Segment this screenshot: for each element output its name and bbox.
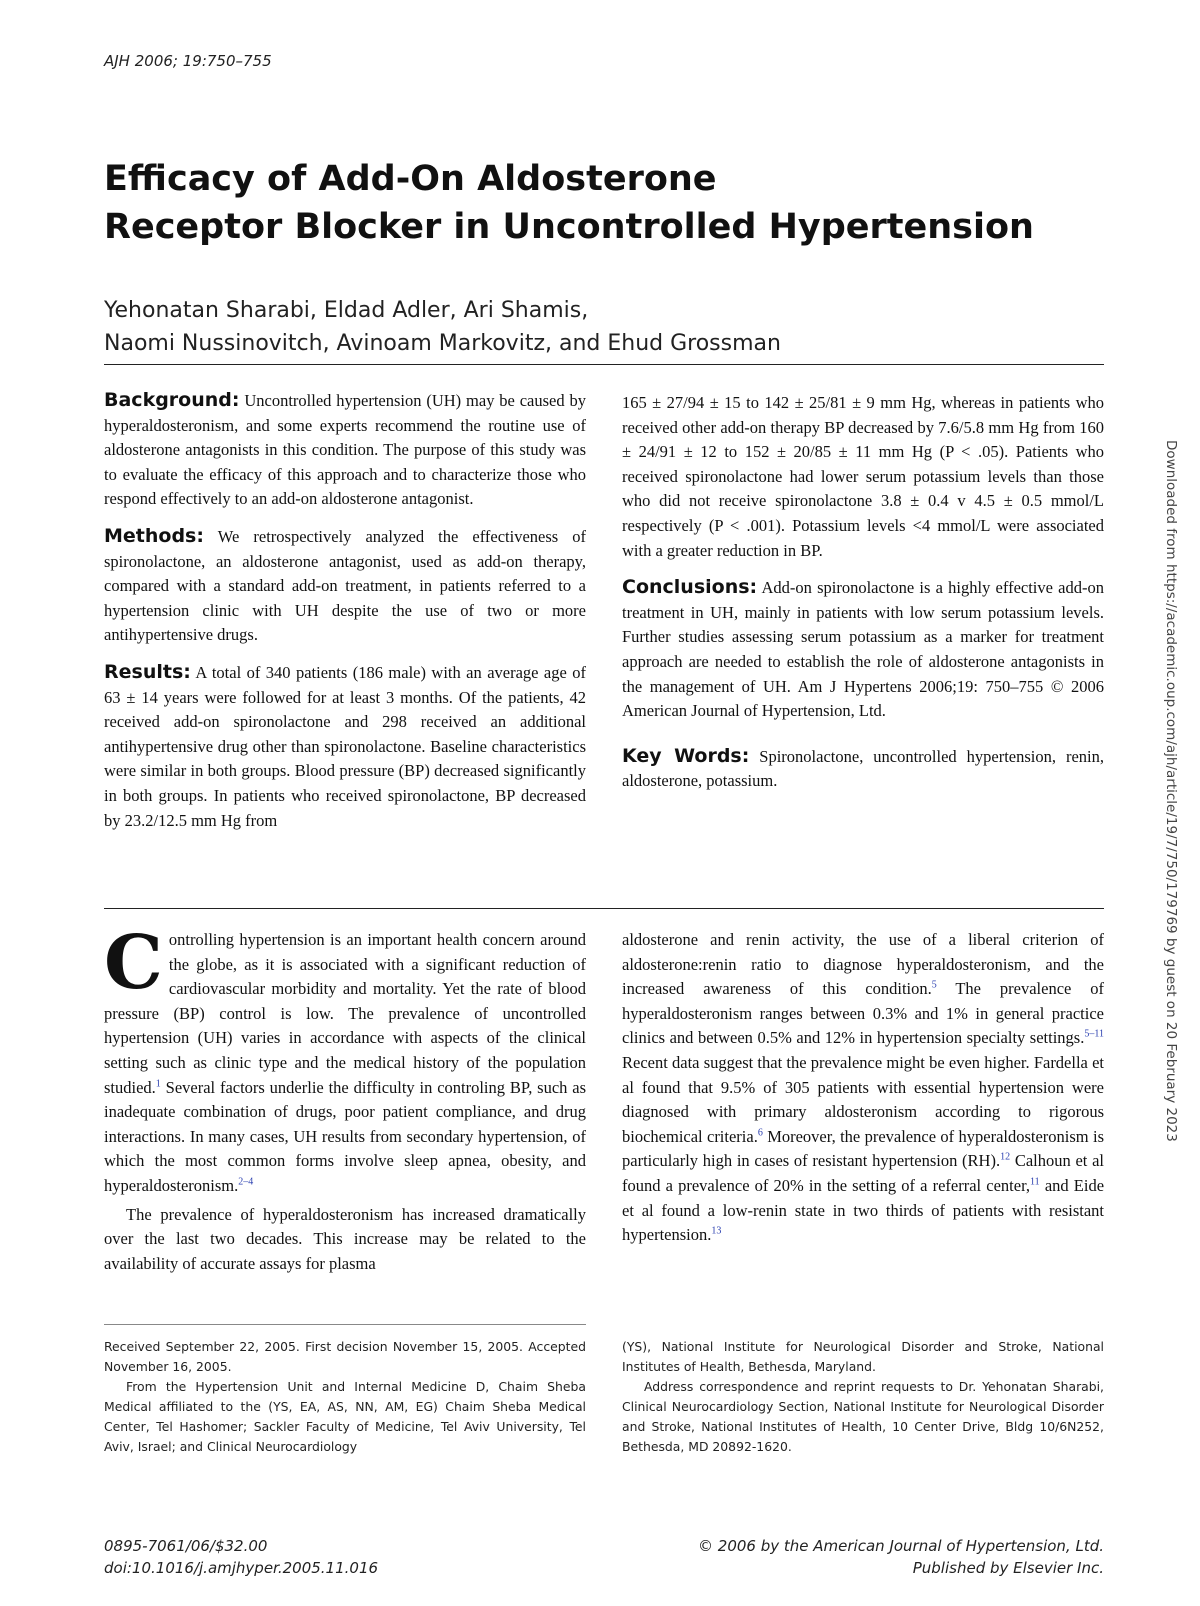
results-label: Results:	[104, 660, 191, 683]
download-watermark: Downloaded from https://academic.oup.com/ajh/article/19/7/750/179769 by guest on 20 February 2023	[1163, 440, 1179, 1142]
body-paragraph-3	[622, 928, 1104, 1248]
abstract-conclusions	[622, 575, 1104, 724]
conclusions-label: Conclusions:	[622, 576, 758, 599]
body-paragraph-1	[104, 920, 587, 1199]
authors-line-2: Naomi Nussinovitch, Avinoam Markovitz, and Ehud Grossman	[104, 331, 781, 356]
reference-link[interactable]: 13	[711, 1225, 722, 1237]
body-text: aldosterone and renin activity, the use of a liberal criterion of aldosterone:renin ratio to diagnose hyperaldosteronism, and the increased awareness of this condition.	[622, 930, 1104, 999]
footnotes-left	[104, 1337, 586, 1457]
body-text: ontrolling hypertension is an important health concern around the globe, as it is associated with a significant reduction of cardiovascular morbidity and mortality. Yet the rate of blood pressure (BP) control is low. The prevalence of uncontrolled hypertension (UH) varies in accordance with aspects of the clinical setting such as clinic type and the medical history of the population studied.	[104, 930, 586, 1097]
abstract-top-rule	[104, 364, 1104, 365]
abstract-bottom-rule	[104, 908, 1104, 909]
reference-link[interactable]: 12	[1000, 1151, 1011, 1163]
journal-citation: AJH 2006; 19:750–755	[104, 52, 272, 70]
background-text: Uncontrolled hypertension (UH) may be caused by hyperaldosteronism, and some experts recommend the routine use of aldosterone antagonists in this condition. The purpose of this study was to evaluate the efficacy of this approach and to characterize those who respond effectively to an add-on aldosterone antagonist.	[104, 391, 586, 509]
reference-link[interactable]: 5	[931, 979, 937, 991]
footer-right	[604, 1535, 1104, 1579]
body-text: and Eide et al found a low-renin state in two thirds of patients with resistant hypertension.	[622, 1175, 1105, 1245]
abstract-right-column	[622, 391, 1104, 794]
received-dates: Received September 22, 2005. First decision November 15, 2005. Accepted November 16, 2005.	[104, 1339, 586, 1374]
body-text: Moreover, the prevalence of hyperaldosteronism is particularly high in cases of resistant hypertension (RH).	[622, 1126, 1104, 1171]
reference-link[interactable]: 2–4	[238, 1176, 254, 1188]
results-continued: 165 ± 27/94 ± 15 to 142 ± 25/81 ± 9 mm Hg, whereas in patients who received other add-on therapy BP decreased by 7.6/5.8 mm Hg from 160 ± 24/91 ± 12 to 152 ± 20/85 ± 11 mm Hg (P < .05). Patients who received spironolactone had lower serum potassium levels than those who did not receive spironolactone 3.8 ± 0.4 v 4.5 ± 0.5 mmol/L respectively (P < .001). Potassium levels <4 mmol/L were associated with a greater reduction in BP.	[622, 393, 1104, 560]
body-left-column	[104, 920, 587, 1276]
reference-link[interactable]: 1	[155, 1078, 161, 1090]
conclusions-text: Add-on spironolactone is a highly effective add-on treatment in UH, mainly in patients with low serum potassium levels. Further studies assessing serum potassium as a marker for treatment approach are needed to establish the role of aldosterone antagonists in the management of UH. Am J Hypertens 2006;19: 750–755 © 2006 American Journal of Hypertension, Ltd.	[622, 578, 1104, 721]
drop-cap: C	[104, 920, 163, 1006]
reference-link[interactable]: 6	[757, 1127, 763, 1139]
doi-link[interactable]: doi:10.1016/j.amjhyper.2005.11.016	[104, 1559, 379, 1577]
title-line-2: Receptor Blocker in Uncontrolled Hypertension	[104, 207, 1034, 247]
copyright-notice: © 2006 by the American Journal of Hypertension, Ltd.	[698, 1537, 1104, 1555]
body-text: Recent data suggest that the prevalence might be even higher. Fardella et al found that 9.5% of 305 patients with essential hypertension were diagnosed with primary aldosteronism according to rigorous biochemical criteria.	[622, 1052, 1104, 1146]
footer-left	[104, 1535, 378, 1579]
affiliations: From the Hypertension Unit and Internal Medicine D, Chaim Sheba Medical affiliated to the (YS, EA, AS, NN, AM, EG) Chaim Sheba Medical Center, Tel Hashomer; Sackler Faculty of Medicine, Tel Aviv University, Tel Aviv, Israel; and Clinical Neurocardiology	[104, 1379, 586, 1454]
article-title	[104, 155, 1104, 251]
abstract-keywords	[622, 744, 1104, 794]
title-line-1: Efficacy of Add-On Aldosterone	[104, 159, 717, 199]
body-text: Several factors underlie the difficulty in controling BP, such as inadequate combination of drugs, poor patient compliance, and drug interactions. In many cases, UH results from secondary hypertension, of which the most common forms involve sleep apnea, obesity, and hyperaldosteronism.	[104, 1077, 587, 1195]
keywords-label: Key Words:	[622, 744, 750, 767]
body-text: The prevalence of hyperaldosteronism ranges between 0.3% and 1% in general practice clinics and between 0.5% and 12% in hypertension specialty settings.	[622, 979, 1104, 1048]
results-text: A total of 340 patients (186 male) with an average age of 63 ± 14 years were followed for at least 3 months. Of the patients, 42 received add-on spironolactone and 298 received an additional antihypertensive drug other than spironolactone. Baseline characteristics were similar in both groups. Blood pressure (BP) decreased significantly in both groups. In patients who received spironolactone, BP decreased by 23.2/12.5 mm Hg from	[104, 662, 586, 830]
background-label: Background:	[104, 389, 240, 411]
affiliations-continued: (YS), National Institute for Neurological Disorder and Stroke, National Institutes of Health, Bethesda, Maryland.	[622, 1339, 1104, 1374]
methods-label: Methods:	[104, 524, 204, 547]
publisher-notice: Published by Elsevier Inc.	[912, 1559, 1104, 1577]
author-list	[104, 294, 1104, 360]
methods-text: We retrospectively analyzed the effectiveness of spironolactone, an aldosterone antagonist, used as add-on therapy, compared with a standard add-on treatment, in patients referred to a hypertension clinic with UH despite the use of two or more antihypertensive drugs.	[104, 526, 587, 645]
body-text: Calhoun et al found a prevalence of 20% in the setting of a referral center,	[622, 1151, 1105, 1195]
body-right-column	[622, 928, 1104, 1248]
footnote-rule	[104, 1324, 586, 1325]
abstract-methods	[104, 524, 586, 648]
reference-link[interactable]: 5–11	[1084, 1028, 1104, 1040]
abstract-results	[104, 660, 586, 833]
correspondence-address: Address correspondence and reprint requests to Dr. Yehonatan Sharabi, Clinical Neurocardiology Section, National Institute for Neurological Disorder and Stroke, National Institutes of Health, 10 Center Drive, Bldg 10/6N252, Bethesda, MD 20892-1620.	[622, 1379, 1104, 1454]
abstract-background	[104, 388, 586, 512]
keywords-text: Spironolactone, uncontrolled hypertension, renin, aldosterone, potassium.	[622, 746, 1104, 791]
authors-line-1: Yehonatan Sharabi, Eldad Adler, Ari Shamis,	[104, 298, 589, 323]
body-paragraph-2: The prevalence of hyperaldosteronism has increased dramatically over the last two decades. This increase may be related to the availability of accurate assays for plasma	[104, 1204, 586, 1273]
abstract-left-column	[104, 388, 586, 833]
footnotes-right	[622, 1337, 1104, 1457]
reference-link[interactable]: 11	[1030, 1176, 1040, 1188]
issn-price: 0895-7061/06/$32.00	[104, 1537, 268, 1555]
